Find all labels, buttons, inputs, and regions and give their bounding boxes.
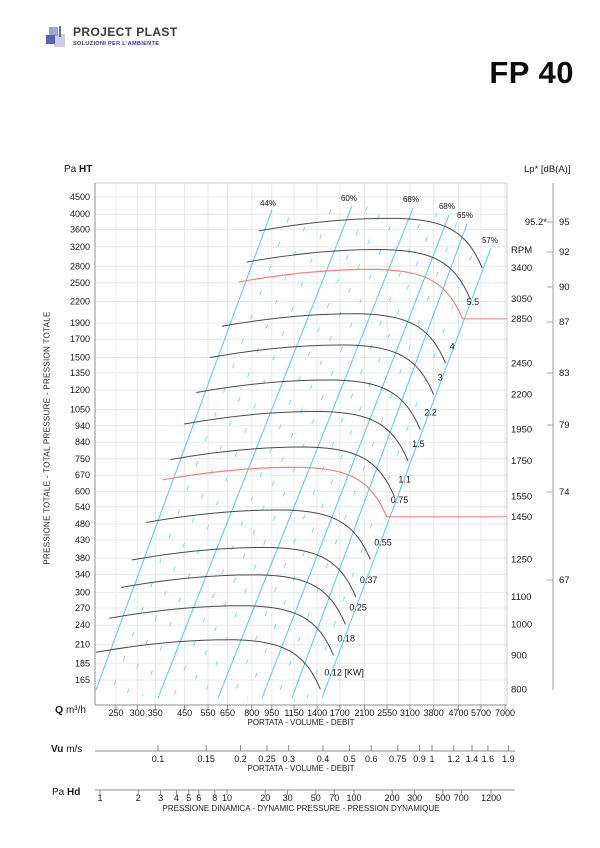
velocity-tick-label: 1.9 <box>502 754 515 764</box>
dynamic-pressure-tick-label: 200 <box>384 793 400 803</box>
pressure-axis-caption: PRESSIONE TOTALE - TOTAL PRESSURE - PRESSION TOTALE <box>42 311 52 565</box>
noise-tick-label: 74 <box>559 487 570 498</box>
rpm-label: 1950 <box>511 424 533 436</box>
pressure-axis-header <box>64 164 92 175</box>
page-title: FP 40 <box>489 55 574 90</box>
volume-tick-label: 650 <box>219 708 236 718</box>
pressure-tick-label: 2500 <box>69 277 90 288</box>
power-label: 0.55 <box>374 537 392 548</box>
dynamic-pressure-tick-label: 2 <box>135 793 141 803</box>
noise-axis-header: Lp* [dB(A)] <box>524 164 571 175</box>
dynamic-pressure-tick-label: 3 <box>158 793 164 803</box>
pressure-tick-label: 750 <box>74 453 90 464</box>
pressure-tick-label: 1350 <box>69 367 90 378</box>
volume-symbol-label: Q <box>55 704 64 716</box>
volume-tick-label: 300 <box>129 708 145 718</box>
volume-tick-label: 800 <box>244 708 260 718</box>
power-label: 5.5 <box>466 296 480 307</box>
rpm-label: 900 <box>511 650 527 662</box>
volume-unit-label: m³/h <box>65 705 86 716</box>
logo-tagline: SOLUZIONI PER L'AMBIENTE <box>73 41 160 47</box>
dynamic-pressure-unit-label: Pa <box>52 787 65 798</box>
volume-tick-label: 4700 <box>448 708 469 718</box>
rpm-label: 1000 <box>511 619 533 631</box>
dynamic-pressure-tick-label: 20 <box>260 793 271 803</box>
dynamic-pressure-tick-label: 6 <box>196 793 202 803</box>
velocity-tick-label: 0.6 <box>364 754 378 764</box>
efficiency-line-dashed <box>307 236 479 698</box>
volume-tick-label: 1150 <box>284 708 304 718</box>
logo-name: PROJECT PLAST <box>73 25 178 39</box>
efficiency-line-dashed <box>143 207 333 696</box>
rpm-label: 1450 <box>511 511 533 523</box>
efficiency-line-dashed <box>112 209 293 692</box>
logo-square <box>46 35 55 44</box>
volume-tick-label: 1400 <box>307 708 328 718</box>
volume-tick-label: 5700 <box>470 708 492 718</box>
pressure-tick-label: 380 <box>74 553 90 564</box>
fan-curve-1450rpm <box>163 467 387 517</box>
rpm-label: 3050 <box>511 294 533 306</box>
velocity-symbol-label: Vu <box>51 744 64 755</box>
power-label: 1.1 <box>398 474 411 485</box>
pressure-unit-label: Pa <box>64 164 77 175</box>
volume-tick-label: 1700 <box>329 708 350 718</box>
fan-curve-1000rpm <box>121 575 345 625</box>
rpm-label: 2200 <box>511 389 533 401</box>
rpm-label: 1250 <box>511 554 533 566</box>
pressure-tick-label: 1050 <box>69 404 90 415</box>
efficiency-line-dashed <box>173 207 367 699</box>
velocity-tick-label: 0.5 <box>343 754 356 764</box>
velocity-tick-label: 1 <box>429 754 435 764</box>
dynamic-pressure-tick-label: 50 <box>310 793 321 803</box>
velocity-tick-label: 0.2 <box>234 754 247 764</box>
fan-curve-1550rpm <box>170 447 394 497</box>
dynamic-pressure-tick-label: 700 <box>453 793 469 803</box>
noise-tick-label: 92 <box>559 247 570 258</box>
velocity-tick-label: 0.1 <box>151 754 165 764</box>
pressure-symbol-label: HT <box>79 164 93 175</box>
velocity-axis-header <box>51 744 82 755</box>
dynamic-pressure-tick-label: 70 <box>329 793 340 803</box>
power-label: 2.2 <box>424 407 437 418</box>
dynamic-pressure-axis-caption: PRESSIONE DINAMICA - DYNAMIC PRESSURE - PRESSION DYNAMIQUE <box>162 804 440 813</box>
pressure-tick-label: 940 <box>74 420 90 431</box>
velocity-tick-label: 1.4 <box>465 754 479 764</box>
noise-tick-label: 95 <box>559 217 570 228</box>
efficiency-line <box>292 224 467 698</box>
power-label: 0.18 <box>337 633 356 644</box>
dynamic-pressure-tick-label: 1 <box>97 793 103 803</box>
power-label: 0.75 <box>390 494 409 505</box>
rpm-label: 800 <box>511 684 527 696</box>
noise-tick-label: 83 <box>559 368 570 379</box>
power-label: 1.5 <box>412 439 425 449</box>
fan-curve-2850rpm <box>239 269 463 319</box>
efficiency-line <box>322 248 491 698</box>
efficiency-label: 57% <box>481 236 499 245</box>
dynamic-pressure-tick-label: 1200 <box>481 793 502 803</box>
logo-square <box>59 26 61 37</box>
pressure-tick-label: 1900 <box>69 318 90 328</box>
pressure-tick-label: 340 <box>74 569 90 580</box>
power-label: 3 <box>437 372 443 383</box>
fan-curve-900rpm <box>109 606 333 656</box>
dynamic-pressure-tick-label: 30 <box>282 793 293 803</box>
pressure-tick-label: 210 <box>74 639 90 650</box>
pressure-tick-label: 3200 <box>69 241 90 252</box>
pressure-tick-label: 270 <box>74 603 90 613</box>
efficiency-label: 60% <box>340 194 358 203</box>
rpm-label: 3400 <box>511 262 533 274</box>
pressure-tick-label: 2200 <box>69 296 90 307</box>
dynamic-pressure-tick-label: 5 <box>186 793 192 803</box>
pressure-tick-label: 240 <box>74 620 90 631</box>
velocity-tick-label: 1.2 <box>447 754 460 764</box>
pressure-tick-label: 2800 <box>69 261 90 272</box>
dynamic-pressure-tick-label: 100 <box>346 793 362 803</box>
pressure-tick-label: 540 <box>74 501 90 512</box>
velocity-tick-label: 0.9 <box>413 754 426 764</box>
efficiency-label: 68% <box>438 202 456 211</box>
volume-tick-label: 450 <box>177 708 193 718</box>
volume-tick-label: 2100 <box>354 708 375 718</box>
velocity-unit-label: m/s <box>66 744 83 755</box>
volume-tick-label: 950 <box>264 708 280 718</box>
dynamic-pressure-tick-label: 8 <box>212 793 218 803</box>
velocity-tick-label: 0.75 <box>389 754 407 764</box>
fan-curve-2450rpm <box>222 314 446 364</box>
velocity-axis-caption: PORTATA - VOLUME - DEBIT <box>247 764 355 773</box>
fan-curve-1250rpm <box>146 510 370 560</box>
dynamic-pressure-tick-label: 4 <box>173 793 180 803</box>
pressure-tick-label: 840 <box>74 437 90 448</box>
fan-curve-1750rpm <box>184 411 408 461</box>
rpm-label: 2450 <box>511 358 533 370</box>
max-noise-label: 95.2* <box>524 217 547 228</box>
volume-axis-header <box>55 704 86 716</box>
pressure-tick-label: 185 <box>74 658 90 669</box>
rpm-label: 1750 <box>511 456 533 467</box>
dynamic-pressure-axis-header <box>52 787 80 798</box>
power-label: 0.25 <box>349 602 367 613</box>
velocity-tick-label: 0.4 <box>316 754 330 764</box>
pressure-tick-label: 480 <box>74 519 90 529</box>
pressure-tick-label: 300 <box>74 587 90 598</box>
pressure-tick-label: 3600 <box>69 224 90 235</box>
rpm-label: 1550 <box>511 491 533 503</box>
power-label: 0.37 <box>359 575 378 585</box>
volume-tick-label: 3800 <box>423 708 444 718</box>
efficiency-label: 68% <box>402 195 420 204</box>
volume-tick-label: 2550 <box>377 708 398 718</box>
dynamic-pressure-symbol-label: Hd <box>67 787 81 798</box>
pressure-tick-label: 1500 <box>69 352 90 363</box>
rpm-axis-header: RPM <box>511 245 533 256</box>
efficiency-line <box>218 208 413 698</box>
velocity-tick-label: 1.6 <box>481 754 495 764</box>
efficiency-line <box>158 206 352 698</box>
volume-tick-label: 350 <box>147 708 163 718</box>
volume-tick-label: 3100 <box>399 708 420 718</box>
rpm-label: 2850 <box>511 313 533 325</box>
pressure-tick-label: 1200 <box>69 385 90 396</box>
efficiency-line-dashed <box>127 208 312 694</box>
velocity-tick-label: 0.25 <box>258 754 276 764</box>
volume-tick-label: 7000 <box>494 708 516 718</box>
rpm-label: 1100 <box>511 592 532 603</box>
volume-tick-label: 550 <box>200 708 216 718</box>
dynamic-pressure-tick-label: 500 <box>435 793 451 803</box>
fan-curve-3400rpm <box>259 218 483 268</box>
velocity-tick-label: 0.3 <box>282 754 295 764</box>
efficiency-label: 65% <box>456 211 474 220</box>
noise-tick-label: 87 <box>559 317 570 328</box>
fan-curve-2200rpm <box>210 345 434 395</box>
pressure-tick-label: 600 <box>74 486 90 497</box>
pressure-tick-label: 1700 <box>69 334 90 345</box>
dynamic-pressure-tick-label: 300 <box>407 793 423 803</box>
dynamic-pressure-tick-label: 10 <box>221 793 233 803</box>
noise-tick-label: 79 <box>559 420 570 431</box>
noise-tick-label: 67 <box>559 575 570 586</box>
volume-tick-label: 250 <box>108 708 124 718</box>
power-label: 0.12 [KW] <box>324 667 364 678</box>
fan-curve-1100rpm <box>132 547 356 597</box>
noise-tick-label: 90 <box>559 282 570 293</box>
pressure-tick-label: 670 <box>74 470 90 481</box>
efficiency-line-dashed <box>203 208 398 699</box>
pressure-tick-label: 4500 <box>69 192 90 202</box>
power-label: 4 <box>449 341 455 352</box>
pressure-tick-label: 430 <box>74 535 90 545</box>
pressure-tick-label: 165 <box>74 675 90 685</box>
velocity-tick-label: 0.15 <box>197 754 215 764</box>
efficiency-label: 44% <box>259 199 277 208</box>
volume-axis-caption: PORTATA - VOLUME - DEBIT <box>247 718 355 727</box>
pressure-tick-label: 4000 <box>69 209 90 220</box>
